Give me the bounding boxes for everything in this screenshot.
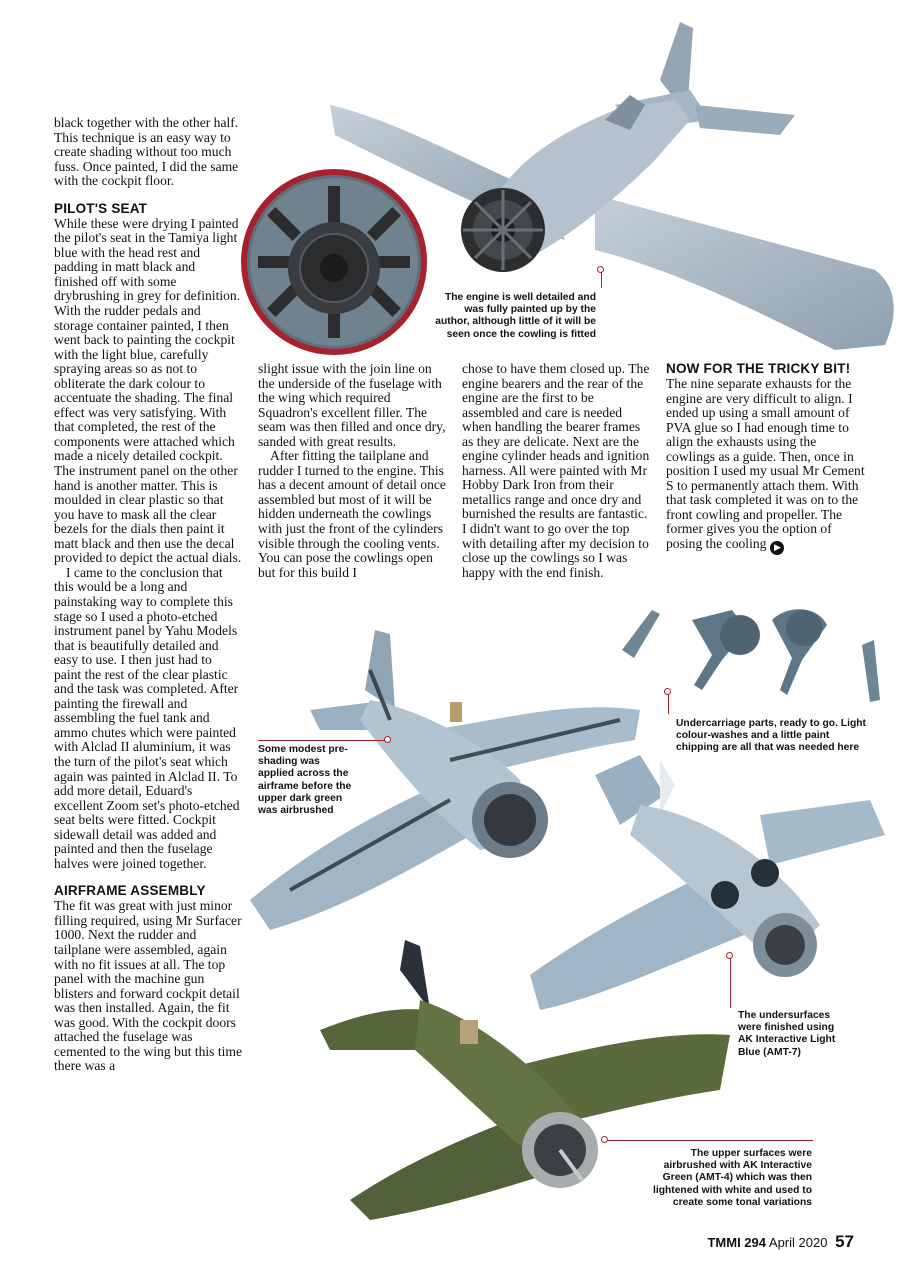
caption-undersurfaces: The undersurfaces were finished using AK Interactive Light Blue (AMT-7) [738, 1010, 836, 1058]
paragraph-tricky-bit-text: The nine separate exhausts for the engine are very difficult to align. I ended up using a small amount of PVA glue so I had enough time to align the exhausts using the cowlings as a guide. Then, once in position I used my usual Mr Cement S to permanently attach them. With that task completed it was on to the front cowling and propeller. The former gives you the option of posing the cooling [666, 376, 865, 552]
caption-upper-surfaces: The upper surfaces were airbrushed with AK Interactive Green (AMT-4) which was then lightened with white and used to create some tonal variations [652, 1148, 812, 1208]
paragraph-airframe-assembly: The fit was great with just minor filling required, using Mr Surfacer 1000. Next the rudder and tailplane were assembled, again with no fit issues at all. The top panel with the machine gun blisters and forward cockpit detail was then installed. Again, the fit was good. With the cockpit doors attached the fuselage was cemented to the wing but this time there was a [54, 898, 243, 1074]
paragraph-intro: black together with the other half. This technique is an easy way to create shading without too much fuss. Once painted, I did the same with the cockpit floor. [54, 115, 239, 189]
continue-arrow-icon: ▶ [770, 541, 784, 555]
paragraph-pilots-seat-2: I came to the conclusion that this would be a long and painstaking way to complete this stage so I used a photo-etched instrument panel by Yahu Models that is beautifully detailed and easy to use. I then just had to paint the rest of the clear plastic and the task was completed. After painting the firewall and assembling the fuel tank and ammo chutes which were painted with Alclad II aluminium, it was the turn of the pilot's seat which again was painted in Alclad II. To add more detail, Eduard's excellent Zoom set's photo-etched seat belts were fitted. Cockpit sidewall detail was added and painted and then the fuselage halves were joined together. [54, 564, 240, 871]
paragraph-col2-1: slight issue with the join line on the underside of the fuselage with the wing which required Squadron's excellent filler. The seam was then filled and once dry, sanded with great results. [258, 361, 446, 449]
pointer-dot-undercarriage [664, 688, 671, 695]
paragraph-col3-1: chose to have them closed up. The engine bearers and the rear of the engine are the first to be assembled and care is needed when handling the bearer frames as they are delicate. Next are the engine cylinder heads and ignition harness. All were painted with Mr Hobby Dark Iron from their metallics range and once dry and burnished the results are fantastic. I didn't want to go over the top with detailing after my decision to close up the cowlings so I was happy with the end finish. [462, 361, 650, 580]
caption-engine: The engine is well detailed and was fully painted up by the author, although little of it will be seen once the cowling is fitted [435, 292, 596, 340]
photo-engine-closeup [240, 168, 428, 356]
pointer-preshading-caption [258, 740, 388, 741]
article-column-2 [258, 362, 450, 580]
article-column-4 [666, 361, 866, 555]
caption-preshading: Some modest pre-shading was applied across the airframe before the upper dark green was airbrushed [258, 744, 352, 817]
heading-airframe-assembly: AIRFRAME ASSEMBLY [54, 883, 206, 899]
page-footer [707, 1232, 854, 1252]
pointer-dot-upper [601, 1136, 608, 1143]
caption-undercarriage: Undercarriage parts, ready to go. Light colour-washes and a little paint chipping are all that was needed here [676, 718, 866, 754]
heading-tricky-bit: NOW FOR THE TRICKY BIT! [666, 361, 851, 376]
pointer-undersurfaces-caption [730, 958, 731, 1008]
pointer-engine-caption [601, 272, 602, 288]
paragraph-pilots-seat-1: While these were drying I painted the pilot's seat in the Tamiya light blue with the head rest and padding in matt black and finished off with some drybrushing in grey for definition. With the rudder pedals and storage container painted, I then went back to painting the cockpit with the light blue, carefully spraying areas so as not to obliterate the dark colour to accentuate the shading. The final effect was very satisfying. With that completed, the rest of the components were attached which made a nicely detailed cockpit. The instrument panel on the other hand is another matter. This is moulded in clear plastic so that you have to mask all the clear bezels for the dials then paint it matt black and then use the decal provided to depict the actual dials. [54, 215, 242, 566]
photo-undercarriage-parts [612, 600, 902, 705]
pointer-dot-preshading [384, 736, 391, 743]
article-column-3 [462, 362, 652, 580]
heading-pilots-seat: PILOT'S SEAT [54, 200, 148, 216]
footer-magazine: TMMI 294 [707, 1235, 766, 1250]
article-column-1 [54, 116, 242, 1074]
paragraph-col2-2: After fitting the tailplane and rudder I turned to the engine. This has a decent amount of detail once assembled but most of it will be hidden underneath the cowlings with just the front of the cylinders visible through the cooling vents. You can pose the cowlings open but for this build I [258, 448, 446, 580]
paragraph-tricky-bit [666, 377, 866, 555]
pointer-dot-undersurfaces [726, 952, 733, 959]
footer-date: April 2020 [768, 1235, 828, 1250]
pointer-dot-engine [597, 266, 604, 273]
pointer-undercarriage-caption [668, 694, 669, 714]
pointer-upper-caption [605, 1140, 813, 1141]
page-number: 57 [835, 1232, 854, 1251]
